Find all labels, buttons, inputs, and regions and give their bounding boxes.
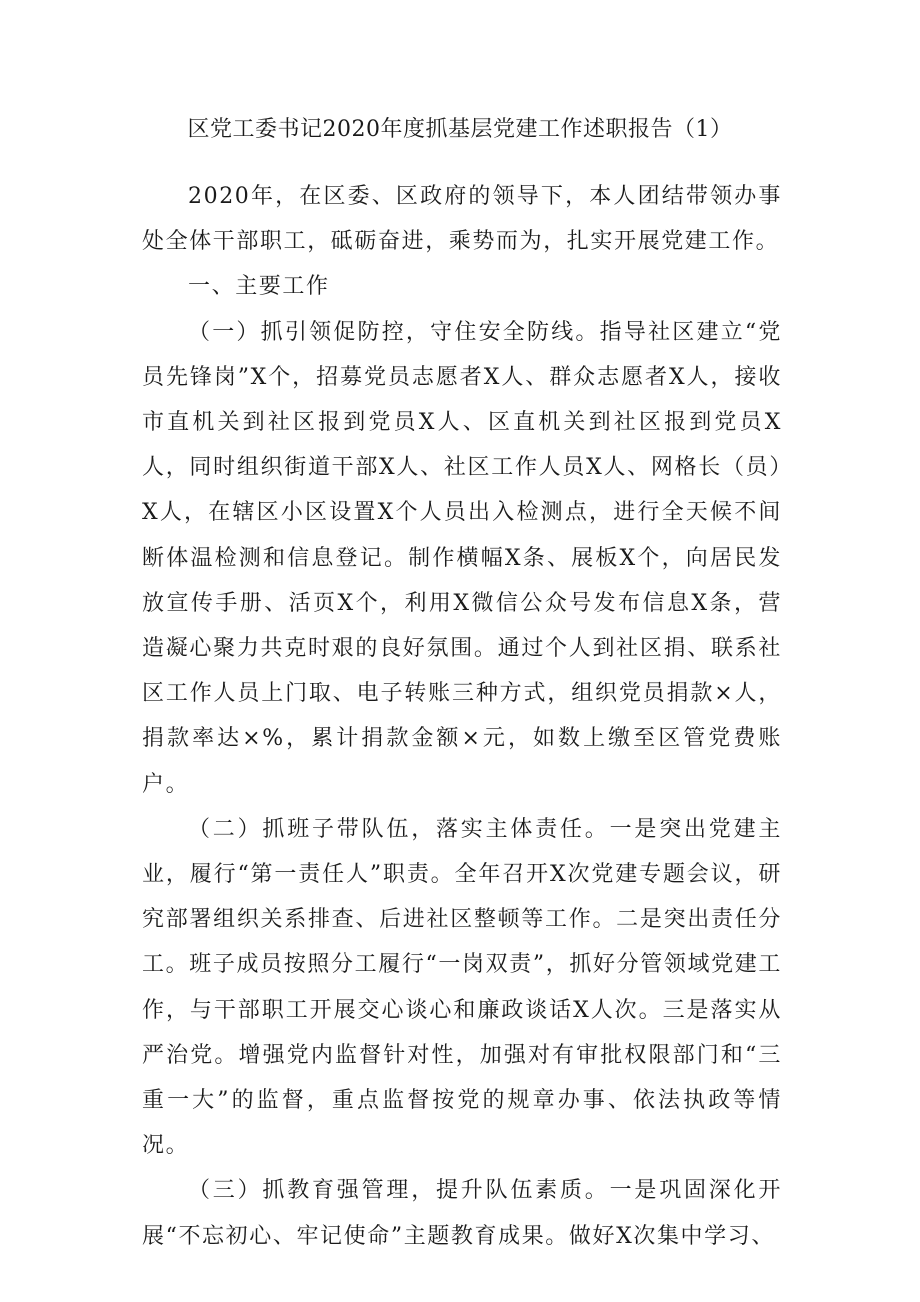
paragraph-item-3: （三）抓教育强管理，提升队伍素质。一是巩固深化开展“不忘初心、牢记使命”主题教育成果。做好X次集中学习、	[142, 1178, 782, 1249]
document-body	[142, 174, 782, 1259]
intro-paragraph: 2020年，在区委、区政府的领导下，本人团结带领办事处全体干部职工，砥砺奋进，乘势而为，扎实开展党建工作。	[142, 184, 782, 255]
paragraph-item-1: （一）抓引领促防控，守住安全防线。指导社区建立“党员先锋岗”X个，招募党员志愿者X人、群众志愿者X人，接收市直机关到社区报到党员X人、区直机关到社区报到党员X人，同时组织街道干部X人、社区工作人员X人、网格长（员）X人，在辖区小区设置X个人员出入检测点，进行全天候不间断体温检测和信息登记。制作横幅X条、展板X个，向居民发放宣传手册、活页X个，利用X微信公众号发布信息X条，营造凝心聚力共克时艰的良好氛围。通过个人到社区捐、联系社区工作人员上门取、电子转账三种方式，组织党员捐款×人，捐款率达×%，累计捐款金额×元，如数上缴至区管党费账户。	[142, 319, 782, 797]
section-heading-main-work: 一、主要工作	[188, 274, 330, 300]
document-title: 区党工委书记2020年度抓基层党建工作述职报告（1）	[187, 117, 733, 142]
paragraph-item-2: （二）抓班子带队伍，落实主体责任。一是突出党建主业，履行“第一责任人”职责。全年召开X次党建专题会议，研究部署组织关系排查、后进社区整顿等工作。二是突出责任分工。班子成员按照分工履行“一岗双责”，抓好分管领域党建工作，与干部职工开展交心谈心和廉政谈话X人次。三是落实从严治党。增强党内监督针对性，加强对有审批权限部门和“三重一大”的监督，重点监督按党的规章办事、依法执政等情况。	[142, 816, 782, 1159]
